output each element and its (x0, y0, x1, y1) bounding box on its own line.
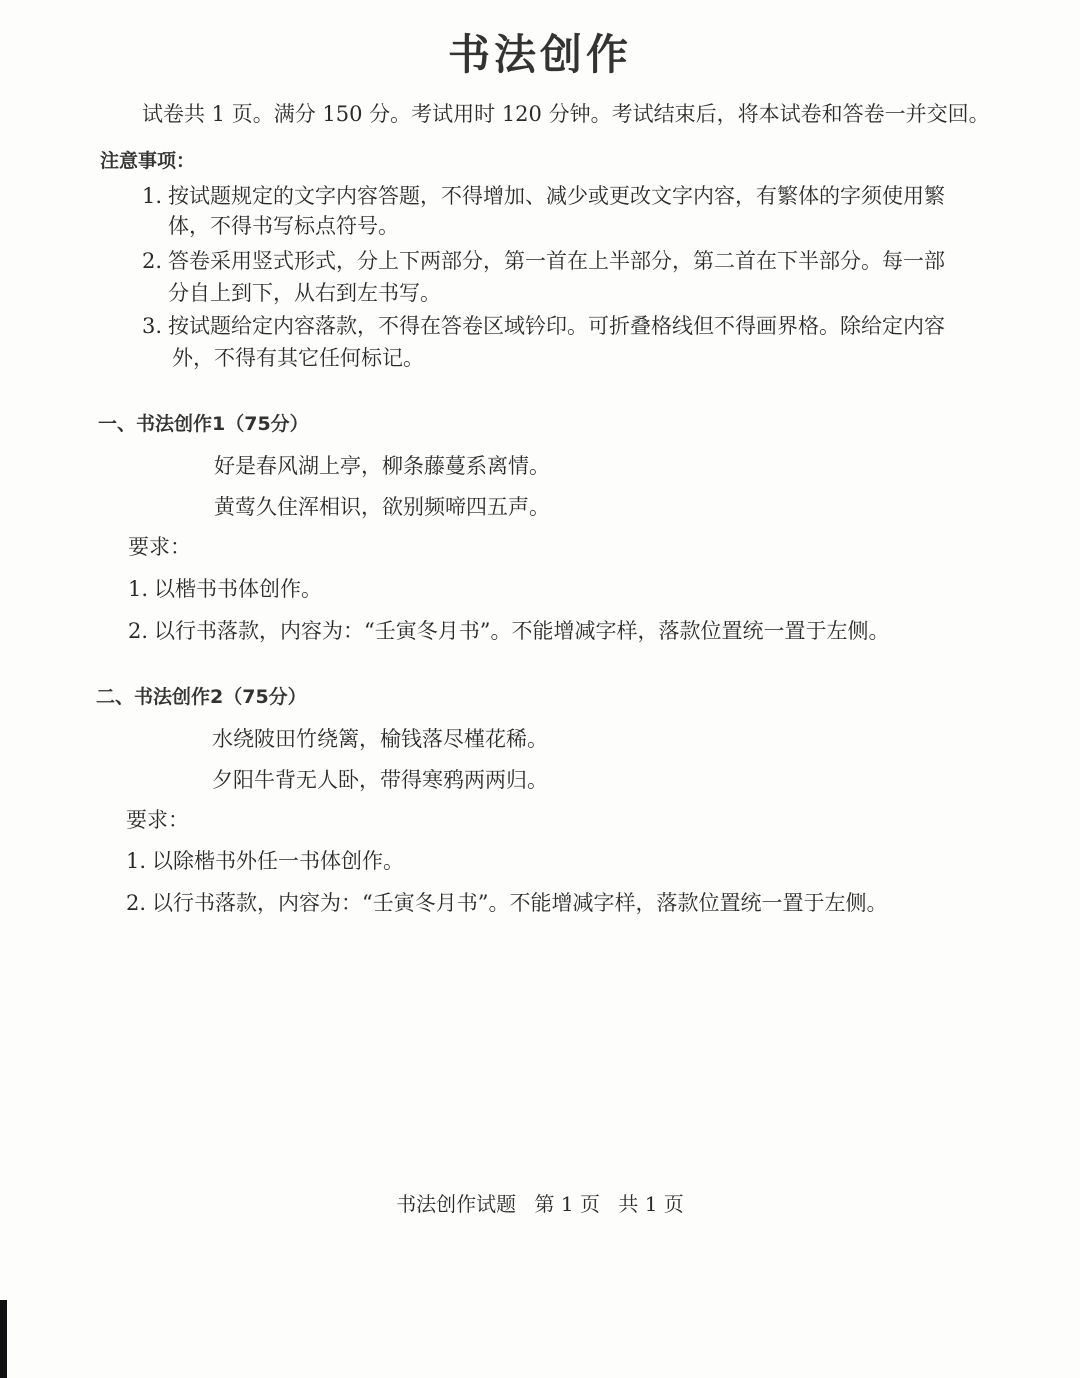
note-text: 按试题给定内容落款，不得在答卷区域钤印。可折叠格线但不得画界格。除给定内容 (168, 314, 945, 338)
note-item-3-cont: 外，不得有其它任何标记。 (172, 346, 424, 370)
note-item-1-cont: 体，不得书写标点符号。 (168, 214, 399, 238)
section2-req-heading: 要求： (126, 808, 189, 832)
req-number: 2. (126, 891, 147, 915)
notes-heading: 注意事项： (100, 150, 196, 172)
note-text: 答卷采用竖式形式，分上下两部分，第一首在上半部分，第二首在下半部分。每一部 (168, 249, 945, 273)
req-text: 以行书落款，内容为：“壬寅冬月书”。不能增减字样，落款位置统一置于左侧。 (152, 891, 888, 915)
req-text: 以楷书书体创作。 (154, 577, 322, 601)
section1-req-heading: 要求： (128, 535, 191, 559)
section2-req-1 (126, 847, 404, 875)
note-number: 3. (142, 314, 163, 338)
section2-poem-line-2: 夕阳牛背无人卧，带得寒鸦两两归。 (212, 768, 548, 792)
req-text: 以除楷书外任一书体创作。 (152, 849, 404, 873)
section1-req-2 (128, 617, 889, 645)
exam-intro: 试卷共 1 页。满分 150 分。考试用时 120 分钟。考试结束后，将本试卷和答卷一并交回。 (142, 102, 990, 126)
note-text: 按试题规定的文字内容答题，不得增加、减少或更改文字内容，有繁体的字须使用繁 (168, 184, 945, 208)
page-footer (0, 1190, 1080, 1218)
section2-heading: 二、书法创作2（75分） (96, 686, 307, 708)
page-title: 书法创作 (447, 30, 632, 79)
req-number: 2. (128, 619, 149, 643)
note-item-2-cont: 分自上到下，从右到左书写。 (168, 281, 441, 305)
footer-exam-name: 书法创作试题 (396, 1192, 517, 1216)
section2-req-2 (126, 889, 887, 917)
req-text: 以行书落款，内容为：“壬寅冬月书”。不能增减字样，落款位置统一置于左侧。 (154, 619, 890, 643)
footer-total-pages: 共 1 页 (618, 1192, 684, 1216)
note-item-1 (142, 182, 945, 210)
scan-edge-shadow (0, 1300, 7, 1378)
note-number: 2. (142, 249, 163, 273)
req-number: 1. (128, 577, 149, 601)
note-item-2 (142, 247, 945, 275)
note-item-3 (142, 312, 945, 340)
footer-page-number: 第 1 页 (534, 1192, 600, 1216)
section1-poem-line-1: 好是春风湖上亭，柳条藤蔓系离情。 (214, 454, 550, 478)
section1-heading: 一、书法创作1（75分） (98, 413, 309, 435)
section2-poem-line-1: 水绕陂田竹绕篱，榆钱落尽槿花稀。 (212, 727, 548, 751)
section1-req-1 (128, 575, 322, 603)
note-number: 1. (142, 184, 163, 208)
req-number: 1. (126, 849, 147, 873)
section1-poem-line-2: 黄莺久住浑相识，欲别频啼四五声。 (214, 495, 550, 519)
